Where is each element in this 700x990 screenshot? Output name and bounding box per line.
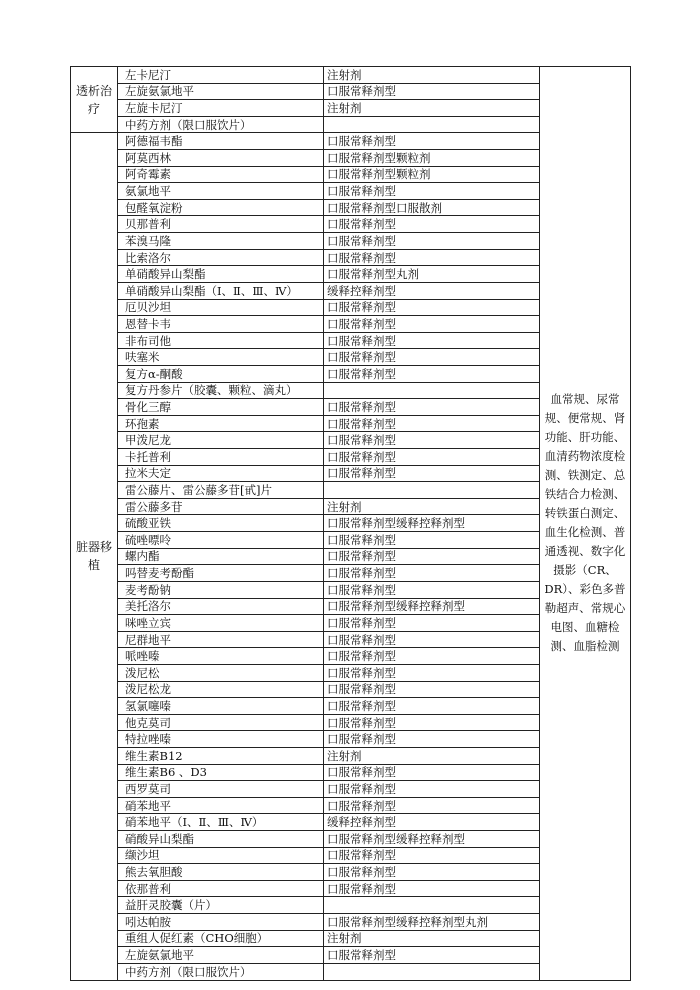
- drug-name-cell: 左旋氨氯地平: [118, 83, 324, 100]
- category-cell: 脏器移植: [71, 133, 118, 980]
- category-cell: 透析治疗: [71, 67, 118, 133]
- dosage-form-cell: 口服常释剂型: [324, 233, 540, 250]
- drug-name-cell: 呋塞米: [118, 349, 324, 366]
- drug-name-cell: 氢氯噻嗪: [118, 698, 324, 715]
- dosage-form-cell: 口服常释剂型颗粒剂: [324, 150, 540, 167]
- dosage-form-cell: 口服常释剂型: [324, 615, 540, 632]
- dosage-form-cell: 口服常释剂型: [324, 847, 540, 864]
- drug-name-cell: 美托洛尔: [118, 598, 324, 615]
- drug-name-cell: 阿德福韦酯: [118, 133, 324, 150]
- dosage-form-cell: 口服常释剂型: [324, 764, 540, 781]
- drug-name-cell: 厄贝沙坦: [118, 299, 324, 316]
- dosage-form-cell: [324, 897, 540, 914]
- drug-name-cell: 麦考酚钠: [118, 581, 324, 598]
- dosage-form-cell: 口服常释剂型: [324, 299, 540, 316]
- dosage-form-cell: 口服常释剂型: [324, 399, 540, 416]
- dosage-form-cell: 口服常释剂型: [324, 698, 540, 715]
- drug-name-cell: 恩替卡韦: [118, 316, 324, 333]
- dosage-form-cell: 口服常释剂型: [324, 415, 540, 432]
- drug-name-cell: 单硝酸异山梨酯: [118, 266, 324, 283]
- dosage-form-cell: 口服常释剂型: [324, 880, 540, 897]
- dosage-form-cell: 口服常释剂型: [324, 548, 540, 565]
- drug-name-cell: 维生素B12: [118, 747, 324, 764]
- dosage-form-cell: 口服常释剂型: [324, 664, 540, 681]
- dosage-form-cell: 口服常释剂型口服散剂: [324, 199, 540, 216]
- drug-name-cell: 依那普利: [118, 880, 324, 897]
- dosage-form-cell: 口服常释剂型: [324, 648, 540, 665]
- drug-name-cell: 阿莫西林: [118, 150, 324, 167]
- dosage-form-cell: 口服常释剂型: [324, 532, 540, 549]
- dosage-form-cell: 口服常释剂型: [324, 864, 540, 881]
- dosage-form-cell: 口服常释剂型: [324, 465, 540, 482]
- dosage-form-cell: 口服常释剂型: [324, 681, 540, 698]
- drug-name-cell: 贝那普利: [118, 216, 324, 233]
- drug-name-cell: 硝苯地平: [118, 797, 324, 814]
- drug-table: [70, 66, 631, 981]
- drug-name-cell: 雷公藤片、雷公藤多苷[甙]片: [118, 482, 324, 499]
- drug-name-cell: 甲泼尼龙: [118, 432, 324, 449]
- drug-name-cell: 吗替麦考酚酯: [118, 565, 324, 582]
- dosage-form-cell: 口服常释剂型: [324, 581, 540, 598]
- dosage-form-cell: 口服常释剂型: [324, 631, 540, 648]
- dosage-form-cell: 口服常释剂型: [324, 449, 540, 466]
- dosage-form-cell: 注射剂: [324, 747, 540, 764]
- drug-name-cell: 硫唑嘌呤: [118, 532, 324, 549]
- dosage-form-cell: 口服常释剂型: [324, 216, 540, 233]
- drug-name-cell: 左卡尼汀: [118, 67, 324, 84]
- drug-name-cell: 西罗莫司: [118, 781, 324, 798]
- dosage-form-cell: 口服常释剂型: [324, 565, 540, 582]
- drug-name-cell: 泼尼松龙: [118, 681, 324, 698]
- drug-name-cell: 左旋氨氯地平: [118, 947, 324, 964]
- dosage-form-cell: 口服常释剂型缓释控释剂型: [324, 598, 540, 615]
- drug-name-cell: 卡托普利: [118, 449, 324, 466]
- drug-name-cell: 单硝酸异山梨酯（Ⅰ、Ⅱ、Ⅲ、Ⅳ）: [118, 282, 324, 299]
- drug-name-cell: 骨化三醇: [118, 399, 324, 416]
- dosage-form-cell: 口服常释剂型: [324, 797, 540, 814]
- drug-name-cell: 复方丹参片（胶囊、颗粒、滴丸）: [118, 382, 324, 399]
- drug-table-body: [71, 67, 631, 981]
- dosage-form-cell: 口服常释剂型: [324, 714, 540, 731]
- drug-name-cell: 缬沙坦: [118, 847, 324, 864]
- dosage-form-cell: 口服常释剂型: [324, 432, 540, 449]
- dosage-form-cell: 注射剂: [324, 498, 540, 515]
- dosage-form-cell: 缓释控释剂型: [324, 282, 540, 299]
- drug-name-cell: 阿奇霉素: [118, 166, 324, 183]
- dosage-form-cell: 口服常释剂型: [324, 332, 540, 349]
- dosage-form-cell: 注射剂: [324, 100, 540, 117]
- drug-name-cell: 尼群地平: [118, 631, 324, 648]
- drug-name-cell: 螺内酯: [118, 548, 324, 565]
- dosage-form-cell: 注射剂: [324, 67, 540, 84]
- drug-name-cell: 硝苯地平（Ⅰ、Ⅱ、Ⅲ、Ⅳ）: [118, 814, 324, 831]
- dosage-form-cell: 口服常释剂型缓释控释剂型丸剂: [324, 914, 540, 931]
- drug-name-cell: 包醛氧淀粉: [118, 199, 324, 216]
- drug-name-cell: 雷公藤多苷: [118, 498, 324, 515]
- drug-name-cell: 中药方剂（限口服饮片）: [118, 116, 324, 133]
- dosage-form-cell: [324, 382, 540, 399]
- dosage-form-cell: 口服常释剂型丸剂: [324, 266, 540, 283]
- dosage-form-cell: 注射剂: [324, 930, 540, 947]
- dosage-form-cell: [324, 116, 540, 133]
- dosage-form-cell: 口服常释剂型: [324, 316, 540, 333]
- dosage-form-cell: 口服常释剂型: [324, 83, 540, 100]
- drug-name-cell: 维生素B6 、D3: [118, 764, 324, 781]
- dosage-form-cell: [324, 963, 540, 980]
- drug-name-cell: 非布司他: [118, 332, 324, 349]
- exam-items-cell: 血常规、尿常规、便常规、肾功能、肝功能、血清药物浓度检测、铁测定、总铁结合力检测、转铁蛋白测定、血生化检测、普通透视、数字化摄影（CR、DR）、彩色多普勒超声、常规心电图、血糖检测、血脂检测: [540, 67, 631, 981]
- drug-name-cell: 硝酸异山梨酯: [118, 831, 324, 848]
- drug-name-cell: 咪唑立宾: [118, 615, 324, 632]
- dosage-form-cell: 缓释控释剂型: [324, 814, 540, 831]
- drug-name-cell: 熊去氧胆酸: [118, 864, 324, 881]
- drug-name-cell: 中药方剂（限口服饮片）: [118, 963, 324, 980]
- drug-name-cell: 重组人促红素（CHO细胞）: [118, 930, 324, 947]
- dosage-form-cell: 口服常释剂型颗粒剂: [324, 166, 540, 183]
- drug-name-cell: 特拉唑嗪: [118, 731, 324, 748]
- drug-name-cell: 硫酸亚铁: [118, 515, 324, 532]
- dosage-form-cell: 口服常释剂型: [324, 781, 540, 798]
- drug-name-cell: 左旋卡尼汀: [118, 100, 324, 117]
- dosage-form-cell: 口服常释剂型: [324, 183, 540, 200]
- drug-name-cell: 环孢素: [118, 415, 324, 432]
- table-row: [71, 67, 631, 84]
- drug-name-cell: 哌唑嗪: [118, 648, 324, 665]
- dosage-form-cell: 口服常释剂型: [324, 731, 540, 748]
- dosage-form-cell: 口服常释剂型: [324, 133, 540, 150]
- drug-name-cell: 复方α-酮酸: [118, 365, 324, 382]
- dosage-form-cell: 口服常释剂型缓释控释剂型: [324, 831, 540, 848]
- dosage-form-cell: 口服常释剂型: [324, 947, 540, 964]
- dosage-form-cell: [324, 482, 540, 499]
- drug-name-cell: 泼尼松: [118, 664, 324, 681]
- drug-name-cell: 苯溴马隆: [118, 233, 324, 250]
- drug-name-cell: 益肝灵胶囊（片）: [118, 897, 324, 914]
- drug-name-cell: 拉米夫定: [118, 465, 324, 482]
- drug-name-cell: 他克莫司: [118, 714, 324, 731]
- dosage-form-cell: 口服常释剂型: [324, 249, 540, 266]
- drug-name-cell: 吲达帕胺: [118, 914, 324, 931]
- drug-name-cell: 比索洛尔: [118, 249, 324, 266]
- dosage-form-cell: 口服常释剂型缓释控释剂型: [324, 515, 540, 532]
- drug-name-cell: 氨氯地平: [118, 183, 324, 200]
- dosage-form-cell: 口服常释剂型: [324, 365, 540, 382]
- dosage-form-cell: 口服常释剂型: [324, 349, 540, 366]
